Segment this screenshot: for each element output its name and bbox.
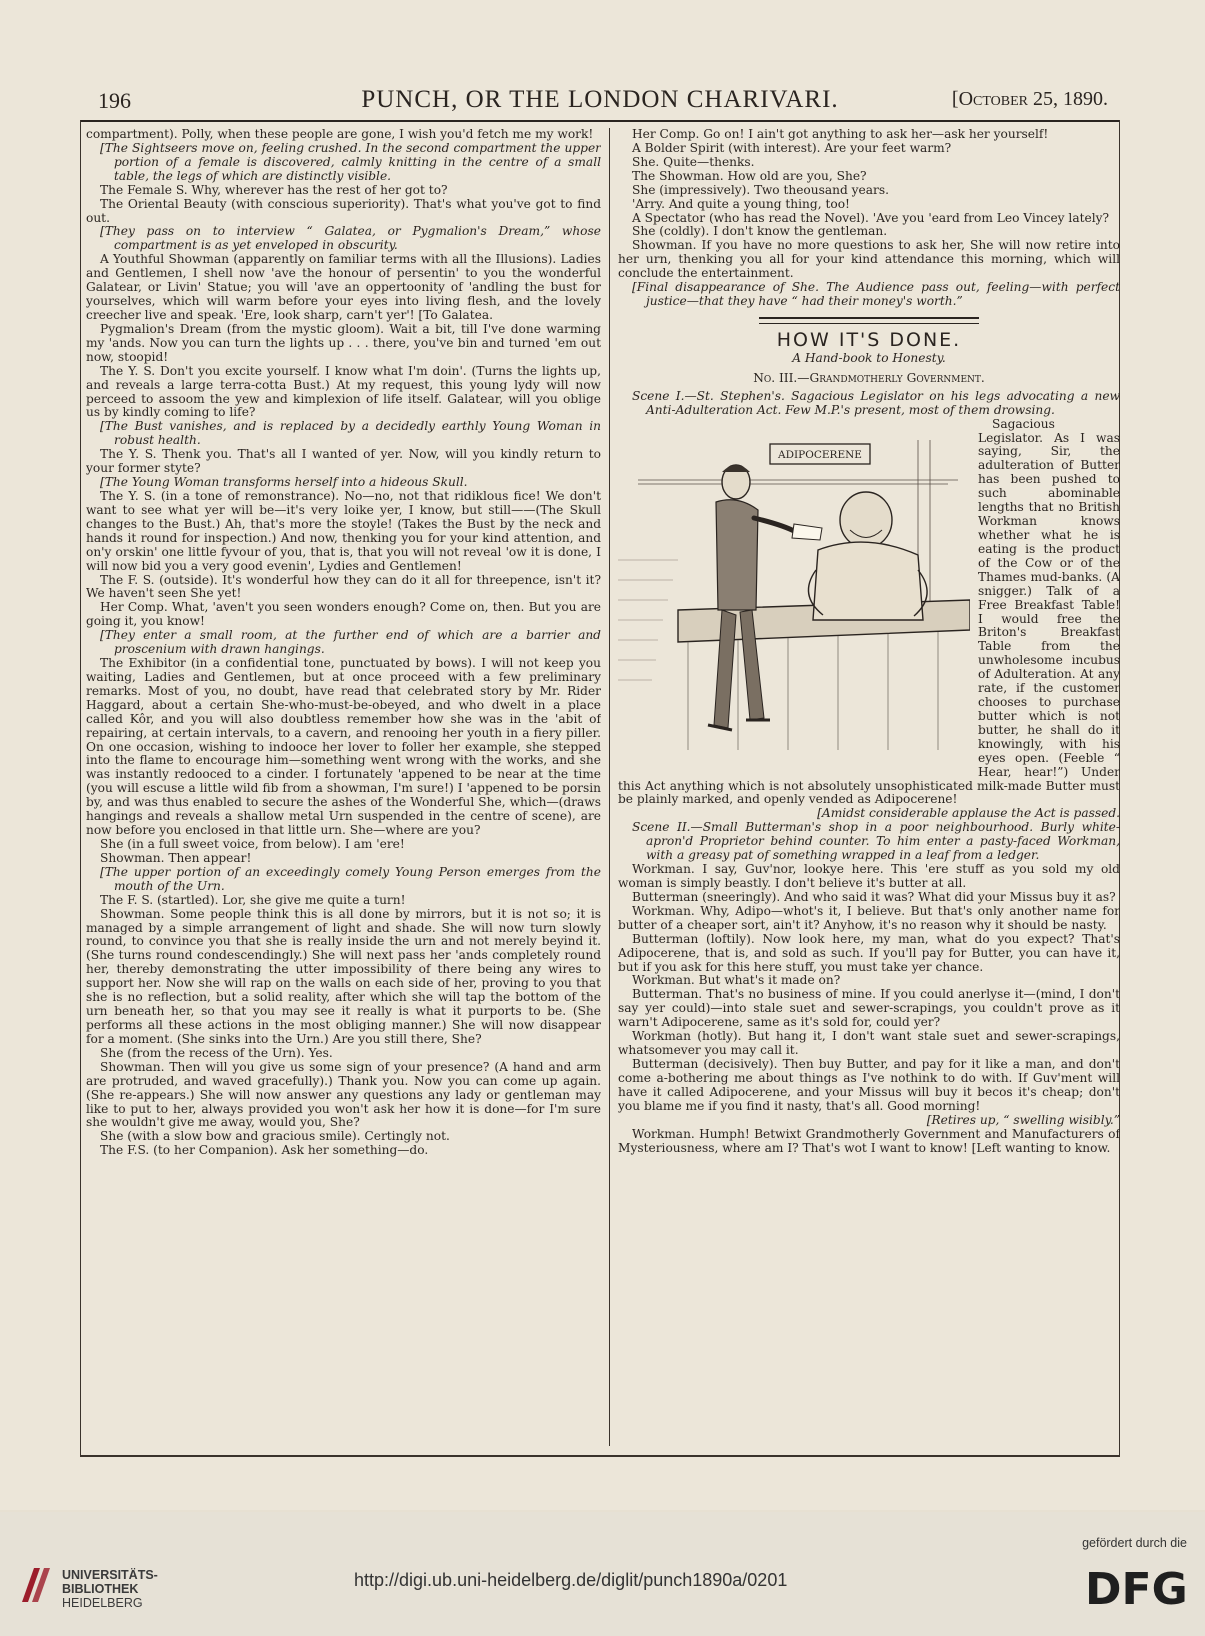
stage-direction: [Retires up, “ swelling wisibly.”	[926, 1112, 1120, 1127]
stage-direction: [The upper portion of an exceedingly comely Young Person emerges from the mouth of the Urn.	[100, 864, 601, 893]
left-para: She (from the recess of the Urn). Yes.	[100, 1045, 333, 1060]
left-para: A Youthful Showman (apparently on familiar terms with all the Illusions). Ladies and Gentlemen, I shell now 'ave the honour of persentin' to you the wonderful Galatear, or Livin' Statue; you will 'ave an oppertoonity of 'andling the bust for yourselves, which will warm before your eyes into living flesh, and the lovely creecher live and speak. 'Ere, look sharp, carn't yer'! [To Galatea.	[86, 252, 601, 322]
right-para: Workman. I say, Guv'nor, lookye here. This 'ere stuff as you sold my old woman is simply beastly. I don't believe it's butter at all.	[618, 862, 1120, 891]
left-para: The Y. S. (in a tone of remonstrance). No—no, not that ridiklous fice! We don't want to see what yer will be—it's very loike yer, I know, but still——(The Skull changes to the Bust.) Ah, that's more the stoyle! (Takes the Bust by the neck and hands it round for inspection.) And now, thenking you for your kind attention, and on'y orskin' one little fyvour of you, that is, that you will not reveal 'ow it is done, I will now bid you a very good evenin', Lydies and Gentlemen!	[86, 488, 601, 573]
right-para: She (coldly). I don't know the gentleman.	[632, 224, 888, 239]
scene-heading: Scene II.—Small Butterman's shop in a poor neighbourhood. Burly white-apron'd Proprietor behind counter. To him enter a pasty-faced Workman, with a greasy pat of something wrapped in a leaf from a ledger.	[632, 820, 1120, 863]
dfg-logo	[1085, 1562, 1189, 1608]
right-para: Butterman. That's no business of mine. If you could anerlyse it—(mind, I don't say yer could)—into stale suet and sewer-scrapings, you couldn't prove as it warn't Adipocerene, same as it's sold for, could yer?	[618, 987, 1120, 1030]
stage-direction: [Amidst considerable applause the Act is passed.	[817, 806, 1120, 821]
left-para: Her Comp. What, 'aven't you seen wonders enough? Come on, then. But you are going it, you know!	[86, 600, 601, 629]
library-name-line: UNIVERSITÄTS-	[62, 1568, 158, 1582]
left-para: compartment). Polly, when these people are gone, I wish you'd fetch me my work!	[86, 128, 594, 141]
left-para: The Y. S. Don't you excite yourself. I know what I'm doin'. (Turns the lights up, and reveals a large terra-cotta Bust.) At my request, this young lydy will now perceed to assoom the yew and kimplexion of life itself. Galatear, will you oblige us by kindly coming to life?	[86, 363, 601, 420]
stage-direction: [They pass on to interview “ Galatea, or Pygmalion's Dream,” whose compartment is as yet enveloped in obscurity.	[100, 224, 601, 253]
university-library-logo-icon	[18, 1562, 56, 1606]
left-para: Pygmalion's Dream (from the mystic gloom). Wait a bit, till I've done warming my 'ands. Now you can turn the lights up . . . there, you've bin and turned 'em out now, stoopid!	[86, 321, 601, 364]
left-para: The Exhibitor (in a confidential tone, punctuated by bows). I will not keep you waiting, Ladies and Gentlemen, but at once proceed with a few preliminary remarks. Most of you, no doubt, have read that celebrated story by Mr. Rider Haggard, about a certain She-who-must-be-obeyed, and who dwelt in a place called Kôr, and you will also doubtless remember how she was in the 'abit of repairing, at certain intervals, to a cavern, and renooing her youth in a fiery piller. On one occasion, wishing to indooce her lover to foller her example, she stepped into the flame to encourage him—something went wrong with the works, and she was instantly redooced to a cinder. I fortunately 'appened to be near at the time (you will escuse a little wild fib from a showman, I'm sure!) I 'appened to be porsin by, and was thus enabled to secure the ashes of the Wonderful She, which—(draws hangings and reveals a shallow metal Urn suspended in the centre of scene), are now before you enclosed in that little urn. She—where are you?	[86, 656, 601, 838]
right-para: Sagacious Legislator. As I was saying, Sir, the adulteration of Butter has been pushed to such abominable lengths that no British Workman knows whether what he is eating is the product of the Cow or of the Thames mud-banks. (A snigger.) Talk of a Free Breakfast Table! I would free the Briton's Breakfast Table from the unwholesome incubus of Adulteration. At any rate, if the customer chooses to purchase butter which is not butter, he shall do it knowingly, with his eyes open. (Feeble “ Hear, hear!”) Under this Act anything which is not absolutely unsophisticated milk-made Butter must be plainly marked, and openly vended as Adipocerene!	[618, 416, 1120, 807]
right-para: Butterman (sneeringly). And who said it was? What did your Missus buy it as?	[632, 889, 1116, 904]
stage-direction: [They enter a small room, at the further end of which are a barrier and proscenium with drawn hangings.	[100, 628, 601, 657]
digitization-footer	[0, 1512, 1205, 1636]
left-para: The F. S. (outside). It's wonderful how they can do it all for threepence, isn't it? We haven't seen She yet!	[86, 572, 601, 601]
left-para: The Y. S. Thenk you. That's all I wanted of yer. Now, will you kindly return to your former styte?	[86, 447, 601, 476]
stage-direction: [The Sightseers move on, feeling crushed. In the second compartment the upper portion of a female is discovered, calmly knitting in the centre of a small table, the legs of which are distinctly visible.	[100, 140, 601, 183]
column-divider	[609, 128, 610, 1446]
dfg-logo-text: DFG	[1085, 1564, 1188, 1608]
right-para: Showman. If you have no more questions to ask her, She will now retire into her urn, thenking you all for your kind attendance this morning, which will conclude the entertainment.	[618, 238, 1120, 281]
illustration	[618, 420, 970, 770]
left-para: She (with a slow bow and gracious smile). Certingly not.	[100, 1129, 450, 1144]
article-section: No. III.—Grandmotherly Government.	[753, 370, 985, 385]
left-para: Showman. Then appear!	[100, 850, 252, 865]
right-para: Workman. Humph! Betwixt Grandmotherly Government and Manufacturers of Mysteriousness, where am I? That's wot I want to know! [Left wanting to know.	[618, 1126, 1120, 1155]
stage-direction: [The Young Woman transforms herself into a hideous Skull.	[100, 475, 468, 490]
left-para: The F.S. (to her Companion). Ask her something—do.	[100, 1143, 429, 1158]
library-name-line: HEIDELBERG	[62, 1596, 143, 1610]
left-para: Showman. Then will you give us some sign of your presence? (A hand and arm are protruded, and waved gracefully).) Thank you. Now you can come up again. (She re-appears.) She will now answer any questions any lady or gentleman may like to put to her, always provided you won't ask her how it is done—for I'm sure she wouldn't give me away, would you, She?	[86, 1059, 601, 1130]
article-subtitle: A Hand-book to Honesty.	[792, 350, 946, 365]
publication-title: PUNCH, OR THE LONDON CHARIVARI.	[361, 86, 839, 113]
issue-date: [October 25, 1890.	[951, 88, 1108, 110]
right-column	[618, 128, 1120, 1446]
scene-heading: Scene I.—St. Stephen's. Sagacious Legislator on his legs advocating a new Anti-Adulteration Act. Few M.P.'s present, most of them drowsing.	[632, 388, 1120, 417]
right-para: She (impressively). Two theousand years.	[632, 182, 889, 197]
left-para: The Oriental Beauty (with conscious superiority). That's what you've got to find out.	[86, 196, 601, 225]
left-para: Showman. Some people think this is all done by mirrors, but it is not so; it is managed by a simple arrangement of light and shade. She will now turn slowly round, to convince you that she is really inside the urn and not merely beyind it. (She turns round condescendingly.) She will next pass her 'ands completely round her, thereby demonstrating the utter impossibility of there being any wires to support her. Now she will rap on the walls on each side of her, proving to you that she is no reflection, but a solid reality, after which she will tap the bottom of the urn beneath her, so that you may see it really is what it purports to be. (She performs all these actions in the most obliging manner.) She will now disappear for a moment. (She sinks into the Urn.) Are you still there, She?	[86, 906, 601, 1046]
right-para: Workman (hotly). But hang it, I don't want stale suet and sewer-scrapings, whatsomever you may call it.	[618, 1029, 1120, 1058]
right-para: The Showman. How old are you, She?	[632, 168, 867, 183]
stage-direction: [Final disappearance of She. The Audience pass out, feeling—with perfect justice—that they have “ had their money's worth.”	[632, 280, 1120, 309]
left-para: She (in a full sweet voice, from below). I am 'ere!	[100, 837, 405, 852]
frame-left-rule	[80, 120, 81, 1456]
right-para: Workman. Why, Adipo—whot's it, I believe. But that's only another name for butter of a cheaper sort, ain't it? Anyhow, it's no reason why it should be nasty.	[618, 903, 1120, 932]
page-number: 196	[98, 88, 131, 113]
frame-bottom-rule	[80, 1455, 1120, 1457]
right-para: Butterman (decisively). Then buy Butter, and pay for it like a man, and don't come a-bothering me about things as I've nothink to do with. If Guv'ment will have it called Adipocerene, and your Missus will buy it becos it's cheap; don't you blame me if you find it nasty, that's all. Good morning!	[618, 1057, 1120, 1113]
right-para: A Bolder Spirit (with interest). Are your feet warm?	[632, 140, 952, 155]
page-header	[80, 82, 1120, 122]
right-para: A Spectator (who has read the Novel). 'Ave you 'eard from Leo Vincey lately?	[632, 210, 1110, 225]
shop-sign-text: ADIPOCERENE	[778, 448, 862, 461]
butter-shop-engraving	[618, 420, 970, 770]
article-title: HOW IT'S DONE.	[776, 328, 962, 351]
right-para: 'Arry. And quite a young thing, too!	[632, 196, 850, 211]
library-name-line: BIBLIOTHEK	[62, 1582, 139, 1596]
stage-direction: [The Bust vanishes, and is replaced by a decidedly earthly Young Woman in robust health.	[100, 419, 601, 448]
left-column	[86, 128, 601, 1446]
right-para: Workman. But what's it made on?	[632, 973, 841, 988]
right-para: She. Quite—thenks.	[632, 154, 755, 169]
right-para: Her Comp. Go on! I ain't got anything to ask her—ask her yourself!	[632, 128, 1049, 141]
right-para: Butterman (loftily). Now look here, my man, what do you expect? That's Adipocerene, that is, and sold as such. If you'll pay for Butter, you can have it, but if you ask for this here stuff, you must take yer chance.	[618, 931, 1120, 974]
library-name	[62, 1568, 158, 1610]
permalink-url[interactable]: http://digi.ub.uni-heidelberg.de/diglit/punch1890a/0201	[354, 1570, 788, 1590]
funded-by-text: gefördert durch die	[1082, 1536, 1187, 1550]
left-para: The Female S. Why, wherever has the rest of her got to?	[100, 182, 448, 197]
title-rule	[759, 317, 979, 324]
left-para: The F. S. (startled). Lor, she give me quite a turn!	[100, 892, 406, 907]
